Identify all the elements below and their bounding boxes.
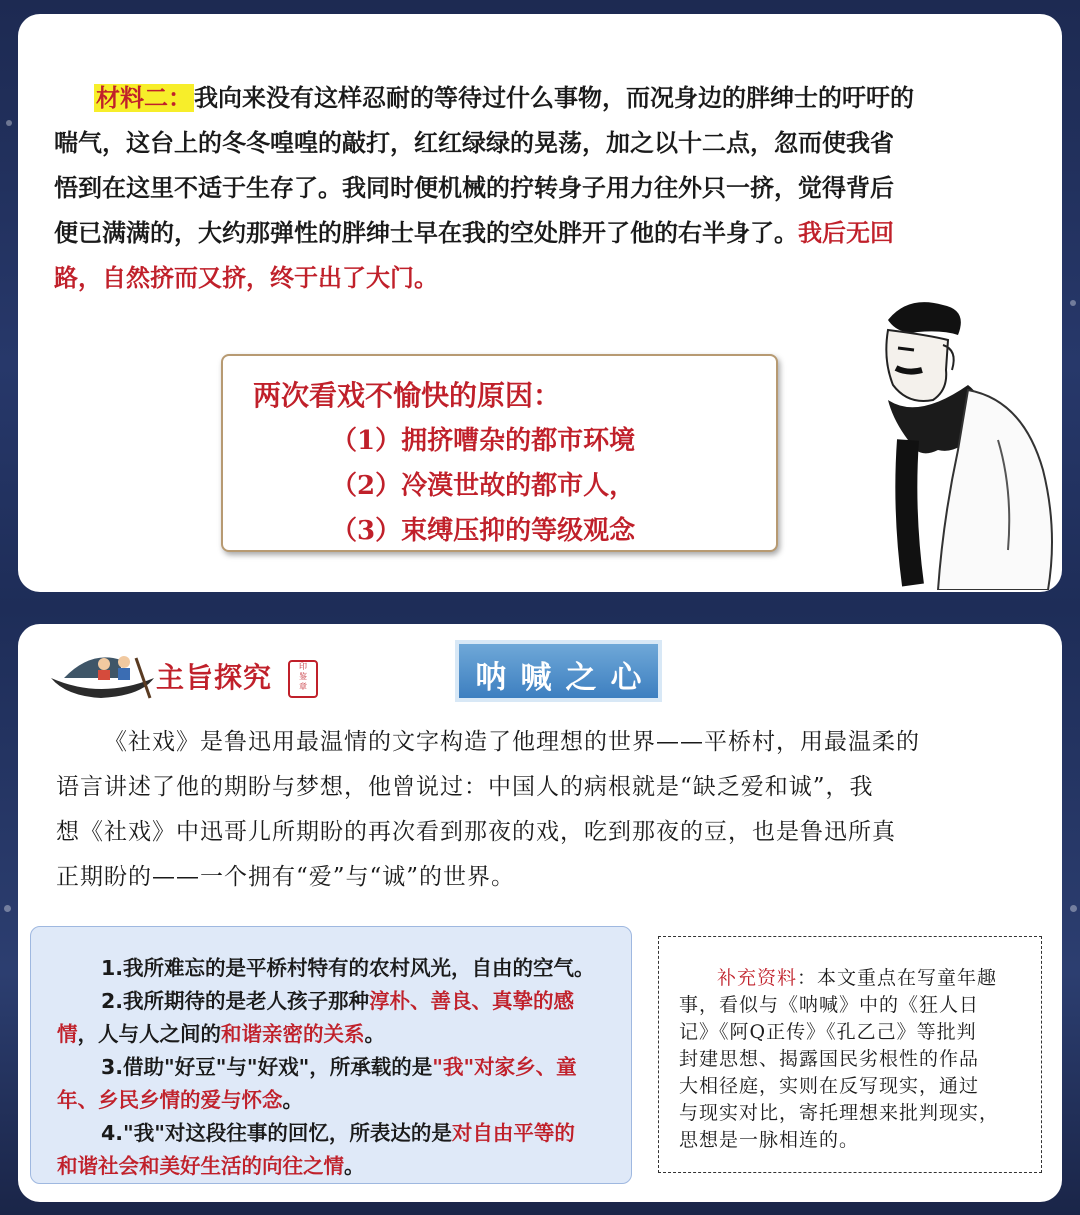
summary-point-2-cont (57, 1017, 385, 1047)
summary-point-1: 1.我所难忘的是平桥村特有的农村风光，自由的空气。 (101, 956, 595, 980)
supplementary-note-box (658, 936, 1042, 1173)
note-line (717, 963, 997, 990)
theme-line: 《社戏》是鲁迅用最温情的文字构造了他理想的世界——平桥村，用最温柔的 (104, 729, 920, 755)
point-highlight: "我"对家乡、童 (432, 1055, 577, 1079)
point-highlight: 对自由平等的 (451, 1121, 575, 1145)
background-star (6, 120, 12, 126)
note-line: 事，看似与《呐喊》中的《狂人日 (679, 994, 980, 1016)
header-tag (459, 644, 658, 698)
summary-point-3 (101, 1050, 577, 1080)
theme-line: 正期盼的——一个拥有“爱”与“诚”的世界。 (56, 864, 516, 890)
lu-xun-portrait-illustration (848, 290, 1062, 590)
seal-stamp-icon: 印 鉴 章 (288, 660, 318, 698)
boat-icon (46, 638, 156, 708)
point-highlight: 和谐亲密的关系 (221, 1022, 365, 1046)
point-text: 。 (282, 1088, 303, 1112)
note-line: 大相径庭，实则在反写现实，通过 (679, 1075, 980, 1097)
background-star (1070, 300, 1076, 306)
point-highlight: 和谐社会和美好生活的向往之情 (57, 1154, 344, 1178)
summary-point-4-cont (57, 1149, 365, 1179)
reason-item: （1）拥挤嘈杂的都市环境 (331, 426, 636, 456)
note-line: 记》《阿Q正传》《孔乙己》等批判 (679, 1021, 977, 1043)
point-highlight: 年、乡民乡情的爱与怀念 (57, 1088, 283, 1112)
section-badge (46, 638, 306, 708)
material-highlight: 我后无回 (798, 219, 894, 247)
point-text: ，人与人之间的 (77, 1022, 221, 1046)
point-text: 2.我所期待的是老人孩子那种 (101, 989, 370, 1013)
section-badge-label: 主旨探究 (156, 661, 273, 694)
note-label: 补充资料 (717, 967, 798, 989)
summary-point-3-cont (57, 1083, 303, 1113)
reasons-title: 两次看戏不愉快的原因： (253, 379, 562, 412)
note-line: 封建思想、揭露国民劣根性的作品 (679, 1048, 980, 1070)
note-text: ：本文重点在写童年趣 (797, 967, 998, 989)
material-paragraph (54, 76, 1024, 301)
reason-item: （2）冷漠世故的都市人， (331, 471, 636, 501)
reasons-box (221, 354, 778, 552)
header-tag-label: 呐喊之心 (475, 660, 656, 696)
point-highlight: 淳朴、善良、真挚的感 (369, 989, 575, 1013)
note-line: 与现实对比，寄托理想来批判现实， (679, 1102, 1000, 1124)
point-text: 4."我"对这段往事的回忆，所表达的是 (101, 1121, 452, 1145)
summary-points-box (30, 926, 632, 1184)
point-text: 。 (364, 1022, 385, 1046)
background-star (1070, 905, 1077, 912)
material-line: 我向来没有这样忍耐的等待过什么事物，而况身边的胖绅士的吁吁的 (194, 84, 914, 112)
point-text: 3.借助"好豆"与"好戏"，所承载的是 (101, 1055, 433, 1079)
theme-line: 想《社戏》中迅哥儿所期盼的再次看到那夜的戏，吃到那夜的豆，也是鲁迅所真 (56, 819, 896, 845)
material-line: 悟到在这里不适于生存了。我同时便机械的拧转身子用力往外只一挤，觉得背后 (54, 174, 894, 202)
theme-line: 语言讲述了他的期盼与梦想，他曾说过：中国人的病根就是“缺乏爱和诚”，我 (56, 774, 874, 800)
point-text: 。 (344, 1154, 365, 1178)
theme-paragraph (56, 720, 1026, 900)
background-star (4, 905, 11, 912)
reason-item: （3）束缚压抑的等级观念 (331, 516, 636, 546)
summary-point-4 (101, 1116, 575, 1146)
material-highlight: 路，自然挤而又挤，终于出了大门。 (54, 264, 438, 292)
summary-point-2 (101, 984, 574, 1014)
note-line: 思想是一脉相连的。 (679, 1129, 860, 1151)
material-line: 便已满满的，大约那弹性的胖绅士早在我的空处胖开了他的右半身了。 (54, 219, 798, 247)
slide-material-two (18, 14, 1062, 592)
material-label: 材料二： (96, 84, 192, 112)
material-line: 喘气，这台上的冬冬喤喤的敲打，红红绿绿的晃荡，加之以十二点，忽而使我省 (54, 129, 894, 157)
point-highlight: 情 (57, 1022, 78, 1046)
slide-theme-exploration (18, 624, 1062, 1202)
